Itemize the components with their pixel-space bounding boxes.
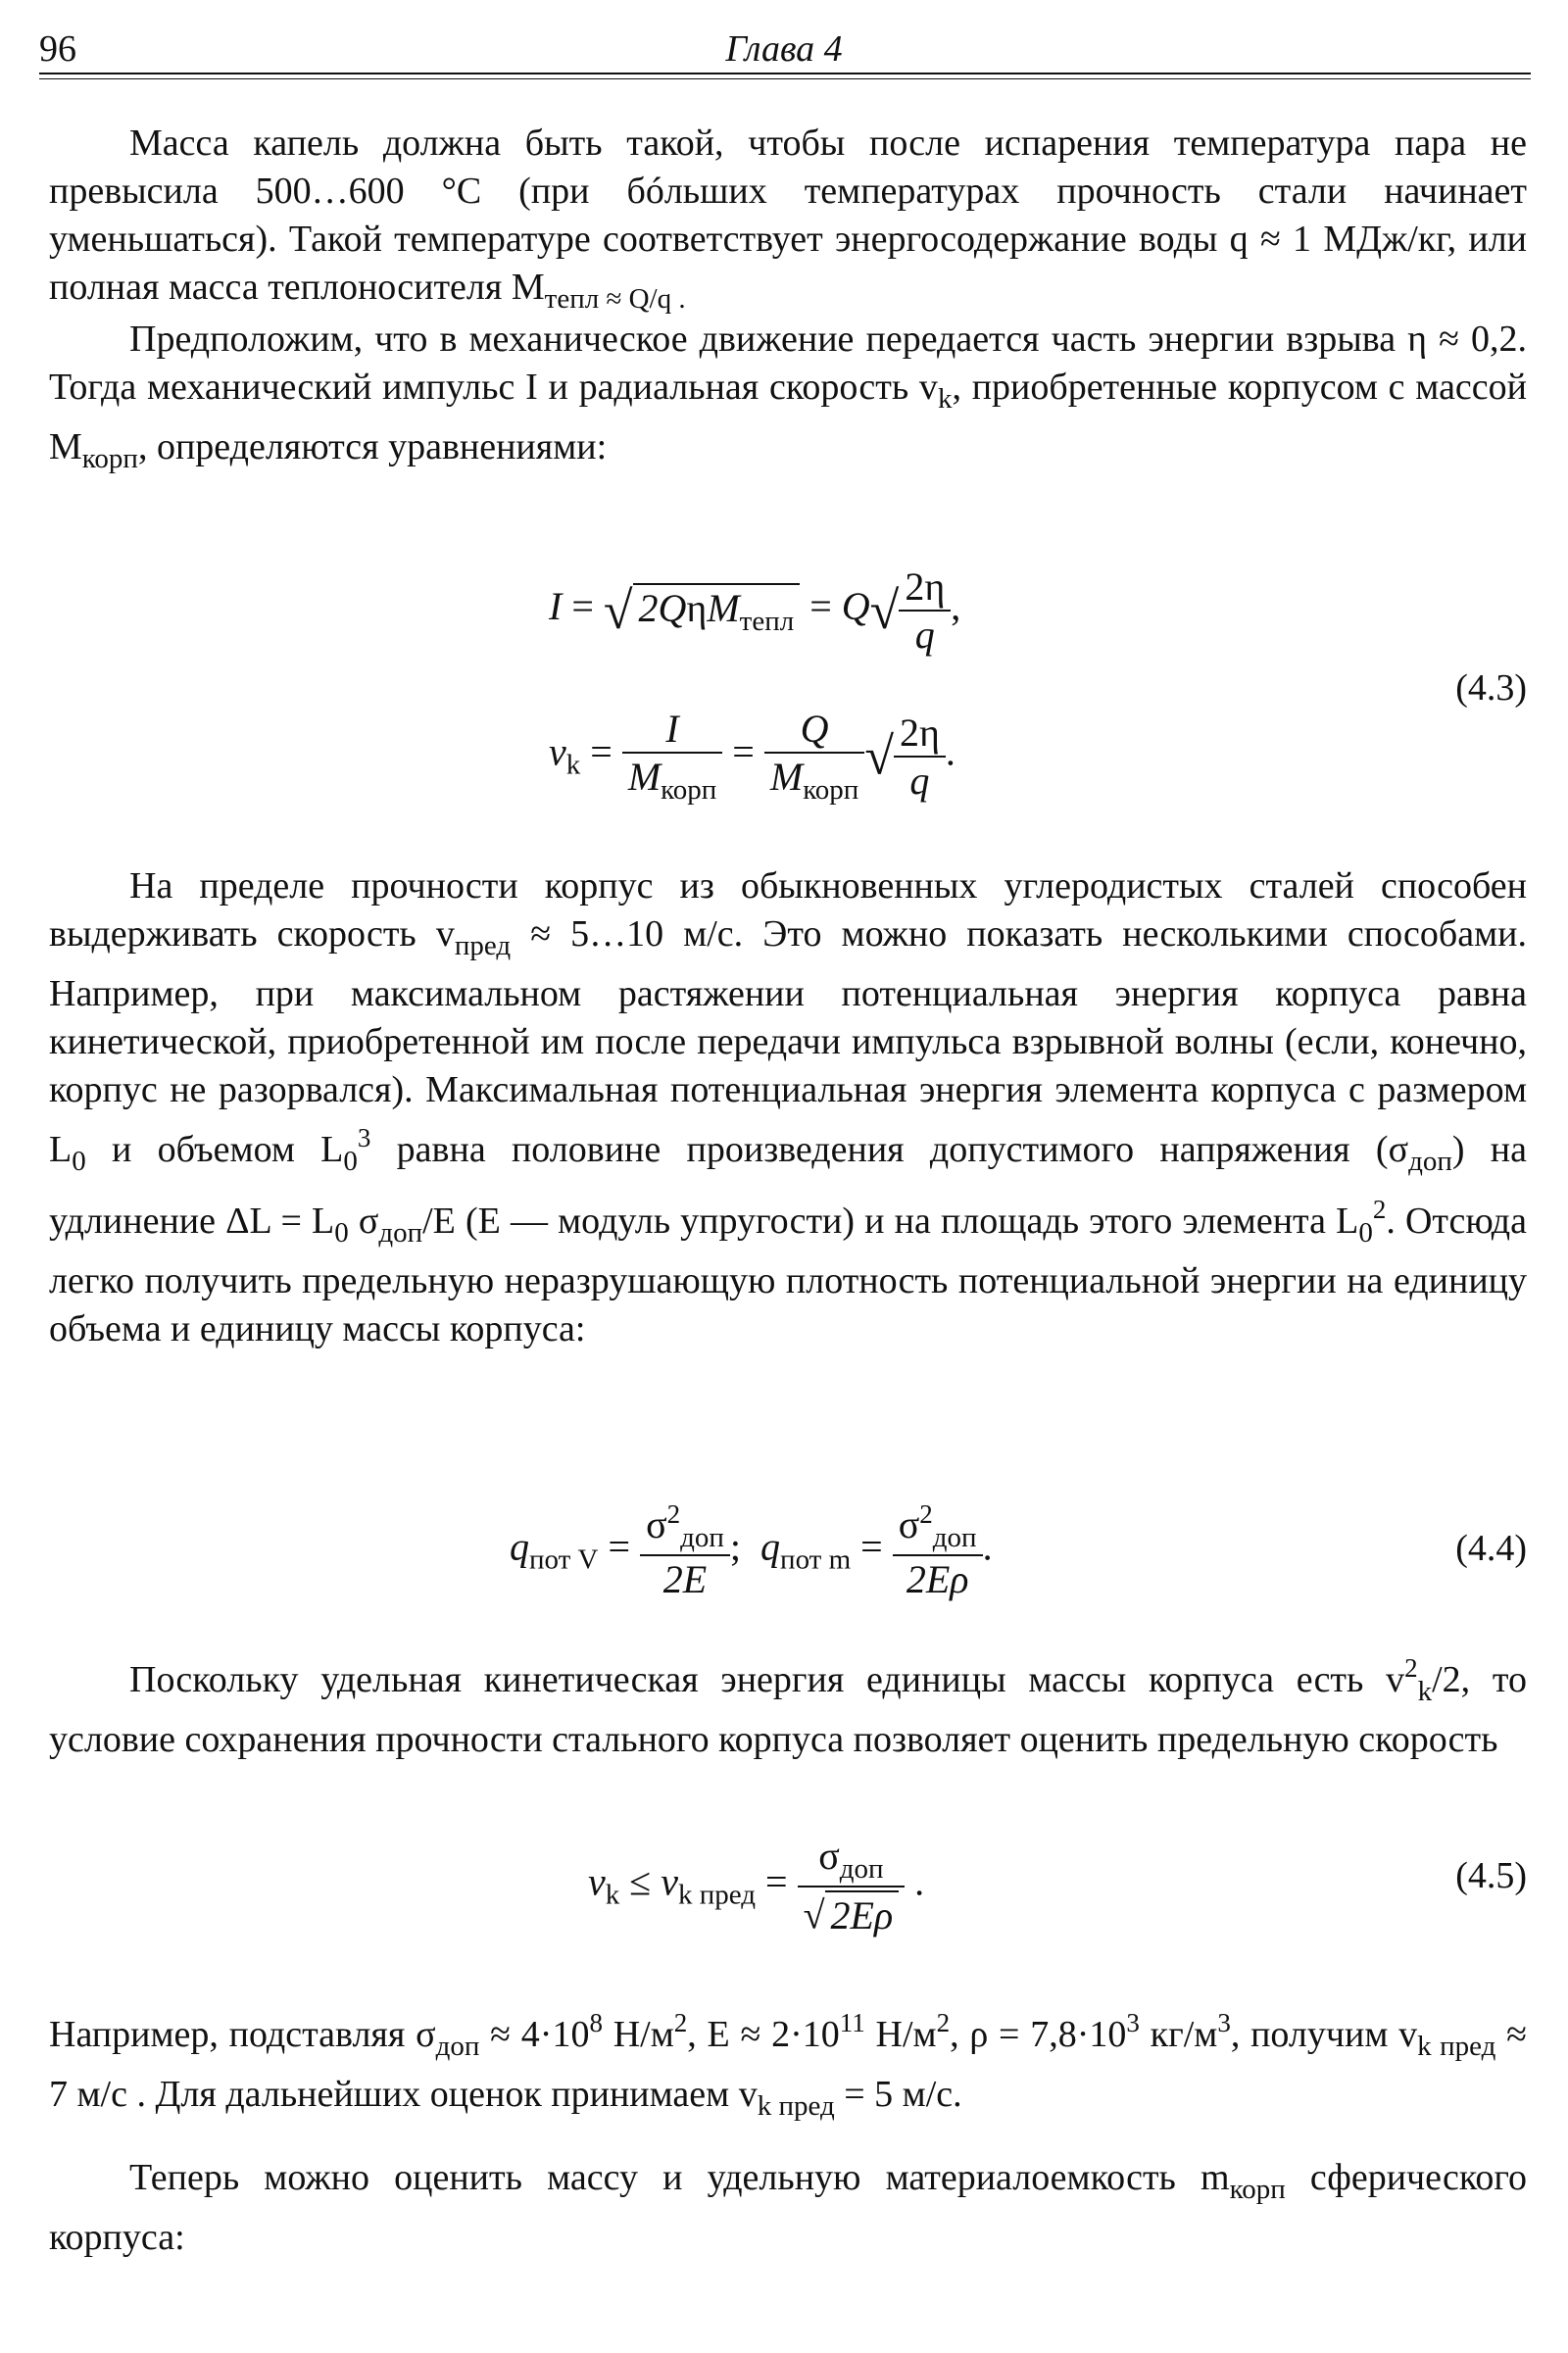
chapter-title: Глава 4 xyxy=(725,28,843,70)
equation-number-4-4: (4.4) xyxy=(1455,1528,1527,1569)
running-header xyxy=(39,27,1529,76)
equation-4-3-line-1: I = √ 2QηM$_{тепл}$ = Q√ $\frac{2\eta}{q}$ , xyxy=(549,564,961,657)
equation-4-3-line-2: $v_k$ = $\frac{I}{M_{корп}}$ = $\frac{Q}{M_{корп}}$ √ $\frac{2\eta}{q}$ . xyxy=(549,707,956,806)
header-rule-thin xyxy=(39,78,1531,79)
equation-4-4: $q_{пот V}$ = $\frac{\sigma^2_{доп}}{2E}$ ; $q_{пот m}$ = $\frac{\sigma^2_{доп}}{2E\rho}$ . xyxy=(510,1499,993,1601)
page-number: 96 xyxy=(39,28,76,70)
equation-number-4-5: (4.5) xyxy=(1455,1855,1527,1896)
equation-number-4-3: (4.3) xyxy=(1455,667,1527,709)
paragraph-1: Масса капель должна быть такой, чтобы после испарения температура пара не превысила 500…600 °С (при бóльших температурах прочность стали начинает уменьшаться). Такой температуре соответствует энергосодержание воды q ≈ 1 МДж/кг, или полная масса теплоносителя $M_{тепл \approx Q/q .}$ xyxy=(49,123,1527,315)
equation-4-5: $v_k \le v_{k пред}$ = $\frac{\sigma_{доп}}{√ 2E\rho}$ . xyxy=(588,1834,925,1938)
paragraph-2: Предположим, что в механическое движение передается часть энергии взрыва η ≈ 0,2. Тогда механический импульс I и радиальная скорость $v_k$, приобретенные корпусом с массой $M_{корп}$, определяются уравнениями: xyxy=(49,319,1527,474)
paragraph-5: Например, подставляя $\sigma_{доп} \approx 4\cdot 10^8$ $Н/м^2$, $E \approx 2\cdot 10^{11}$ $Н/м^2$, $\rho = 7,8\cdot 10^3$ $кг/м^3$, получим $v_{k пред} \approx 7$ м/с . Для дальнейших оценок принимаем $v_{k пред} = 5$ м/с. xyxy=(49,2008,1528,2122)
paragraph-3: На пределе прочности корпус из обыкновенных углеродистых сталей способен выдерживать скорость $v_{пред}$ ≈ 5…10 м/с. Это можно показать несколькими способами. Например, при максимальном растяжении потенциальная энергия корпуса равна кинетической, приобретенной им после передачи импульса взрывной волны (если, конечно, корпус не разорвался). Максимальная потенциальная энергия элемента корпуса с размером $L_0$ и объемом $L_0^3$ равна половине произведения допустимого напряжения $(\sigma_{доп})$ на удлинение $\Delta L = L_0$ $\sigma_{доп}/E$ (E — модуль упругости) и на площадь этого элемента $L_0^2$. Отсюда легко получить предельную неразрушающую плотность потенциальной энергии на единицу объема и единицу массы корпуса: xyxy=(49,865,1527,1349)
header-rule xyxy=(39,73,1531,74)
paragraph-4: Поскольку удельная кинетическая энергия единицы массы корпуса есть $v^2_k/2$, то условие сохранения прочности стального корпуса позволяет оценить предельную скорость xyxy=(49,1653,1527,1760)
paragraph-6: Теперь можно оценить массу и удельную материалоемкость $m_{корп}$ сферического корпуса: xyxy=(49,2157,1527,2258)
